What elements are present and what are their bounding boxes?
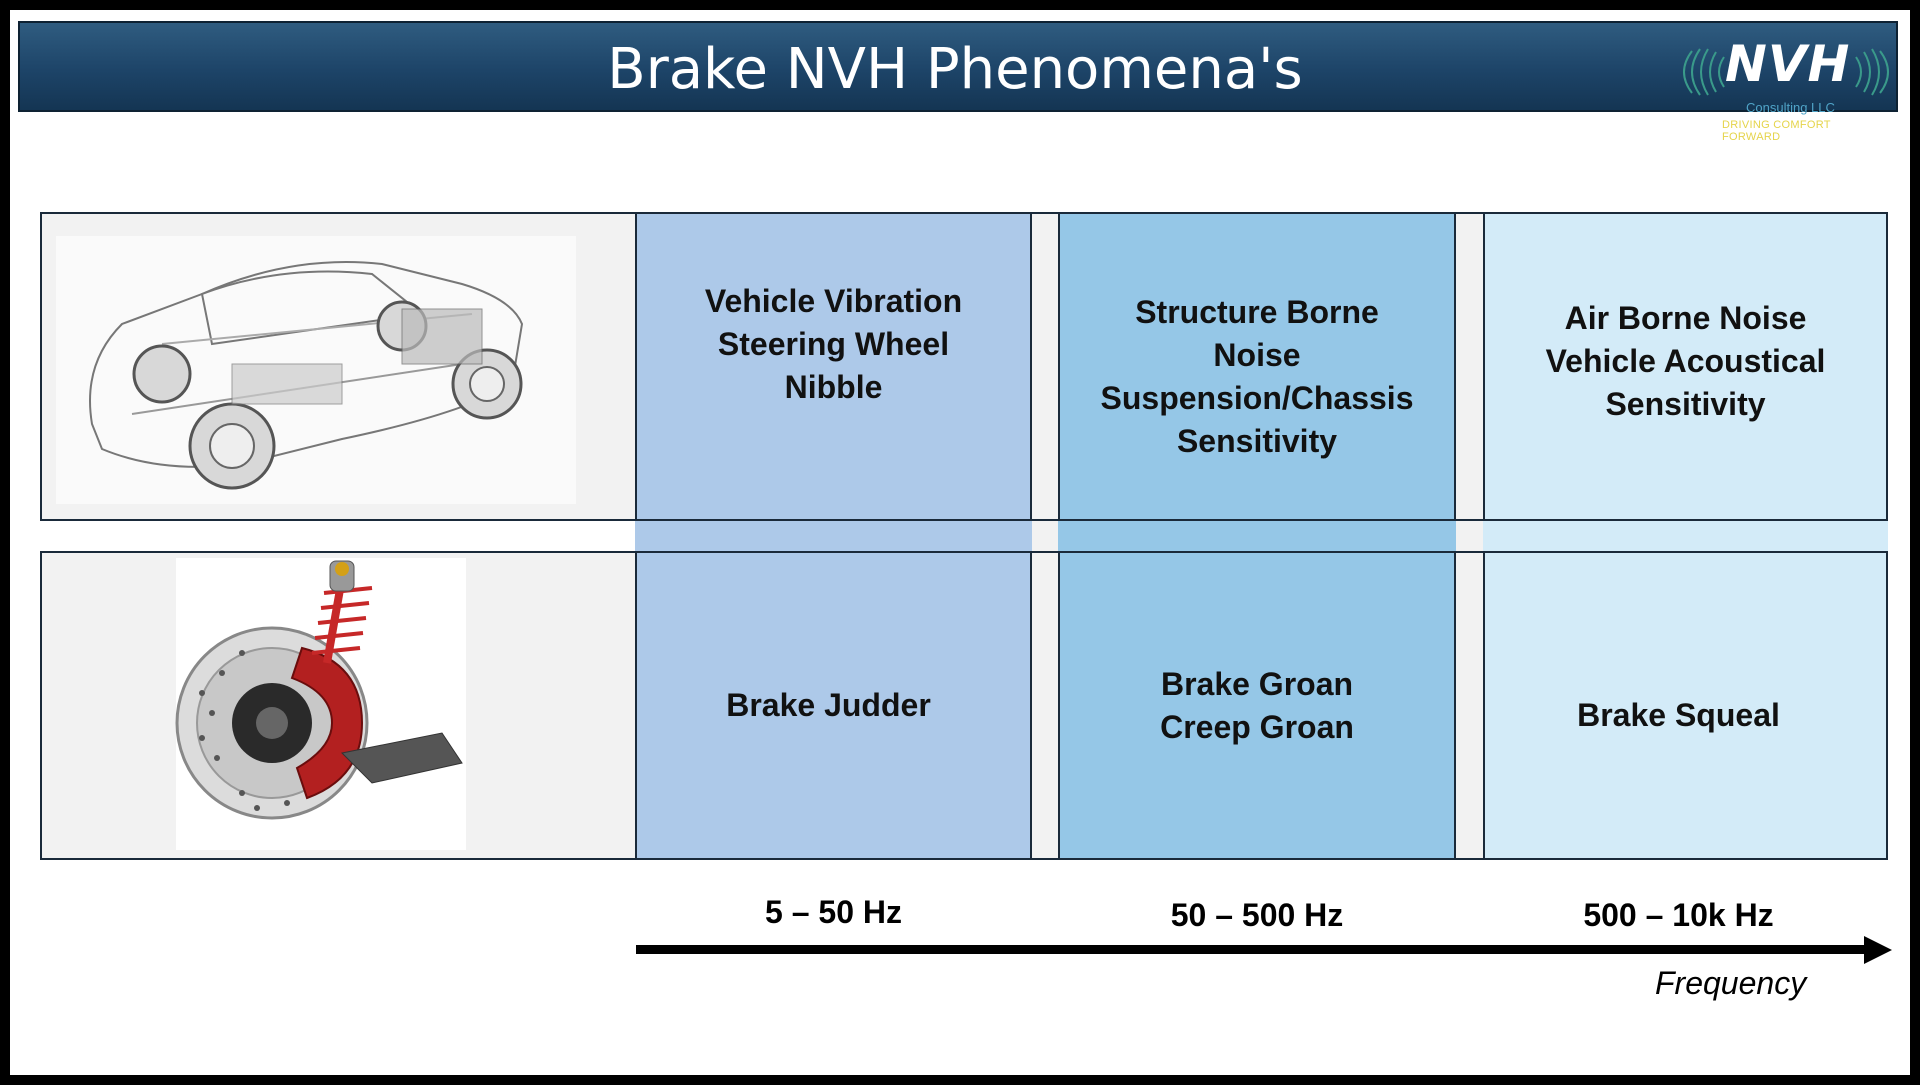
cell-text-line: Nibble [784,369,883,405]
cell-text-line: Brake Squeal [1577,697,1780,733]
cell-row1-col2 [1058,212,1456,521]
cell-text-line: Steering Wheel [717,326,950,362]
cell-text-line: Creep Groan [1160,708,1354,745]
cell-text-line: Noise [1213,336,1301,373]
frequency-range-1: 5 – 50 Hz [765,894,902,930]
brake-assembly-image [40,551,637,860]
cell-text-line: Sensitivity [1605,386,1766,422]
cell-row2-col2 [1058,551,1456,860]
transparent-car-icon [42,214,635,519]
cell-text-line: Sensitivity [1176,422,1338,459]
sound-wave-left-icon [1668,47,1728,97]
cell-row1-col1 [635,212,1032,521]
sound-wave-right-icon [1852,47,1902,97]
row-divider-bottom [635,551,1888,553]
cell-text-line: Vehicle Acoustical [1545,343,1826,379]
frequency-range-3: 500 – 10k Hz [1583,897,1774,933]
cell-row2-col1 [635,551,1032,860]
row-divider-top [635,519,1888,521]
cell-row1-col3 [1483,212,1888,521]
page-title: Brake NVH Phenomena's [607,37,1303,102]
frequency-axis-arrow [636,945,1866,954]
logo-wordmark: NVH [1725,35,1851,93]
cell-text-line: Brake Judder [726,687,931,723]
cell-text-line: Vehicle Vibration [704,283,963,319]
brake-disc-caliper-icon [42,553,635,858]
title-bar [18,21,1898,143]
cell-row2-col3 [1483,551,1888,860]
frequency-axis-label: Frequency [1655,965,1807,1001]
column-gap-1 [1032,212,1058,860]
frequency-range-2: 50 – 500 Hz [1170,897,1344,933]
column-gap-2 [1456,212,1483,860]
cell-text-line: Suspension/Chassis [1100,379,1414,416]
cell-text-line: Brake Groan [1160,665,1354,702]
logo-tagline: DRIVING COMFORT FORWARD [1722,119,1831,143]
vehicle-image [40,212,637,521]
arrowhead-icon [1864,936,1892,964]
nvh-logo [1670,35,1890,143]
slide [10,10,1910,1075]
cell-text-line: Air Borne Noise [1564,300,1807,336]
logo-company: Consulting LLC [1746,100,1835,115]
cell-text-line: Structure Borne [1135,293,1379,330]
